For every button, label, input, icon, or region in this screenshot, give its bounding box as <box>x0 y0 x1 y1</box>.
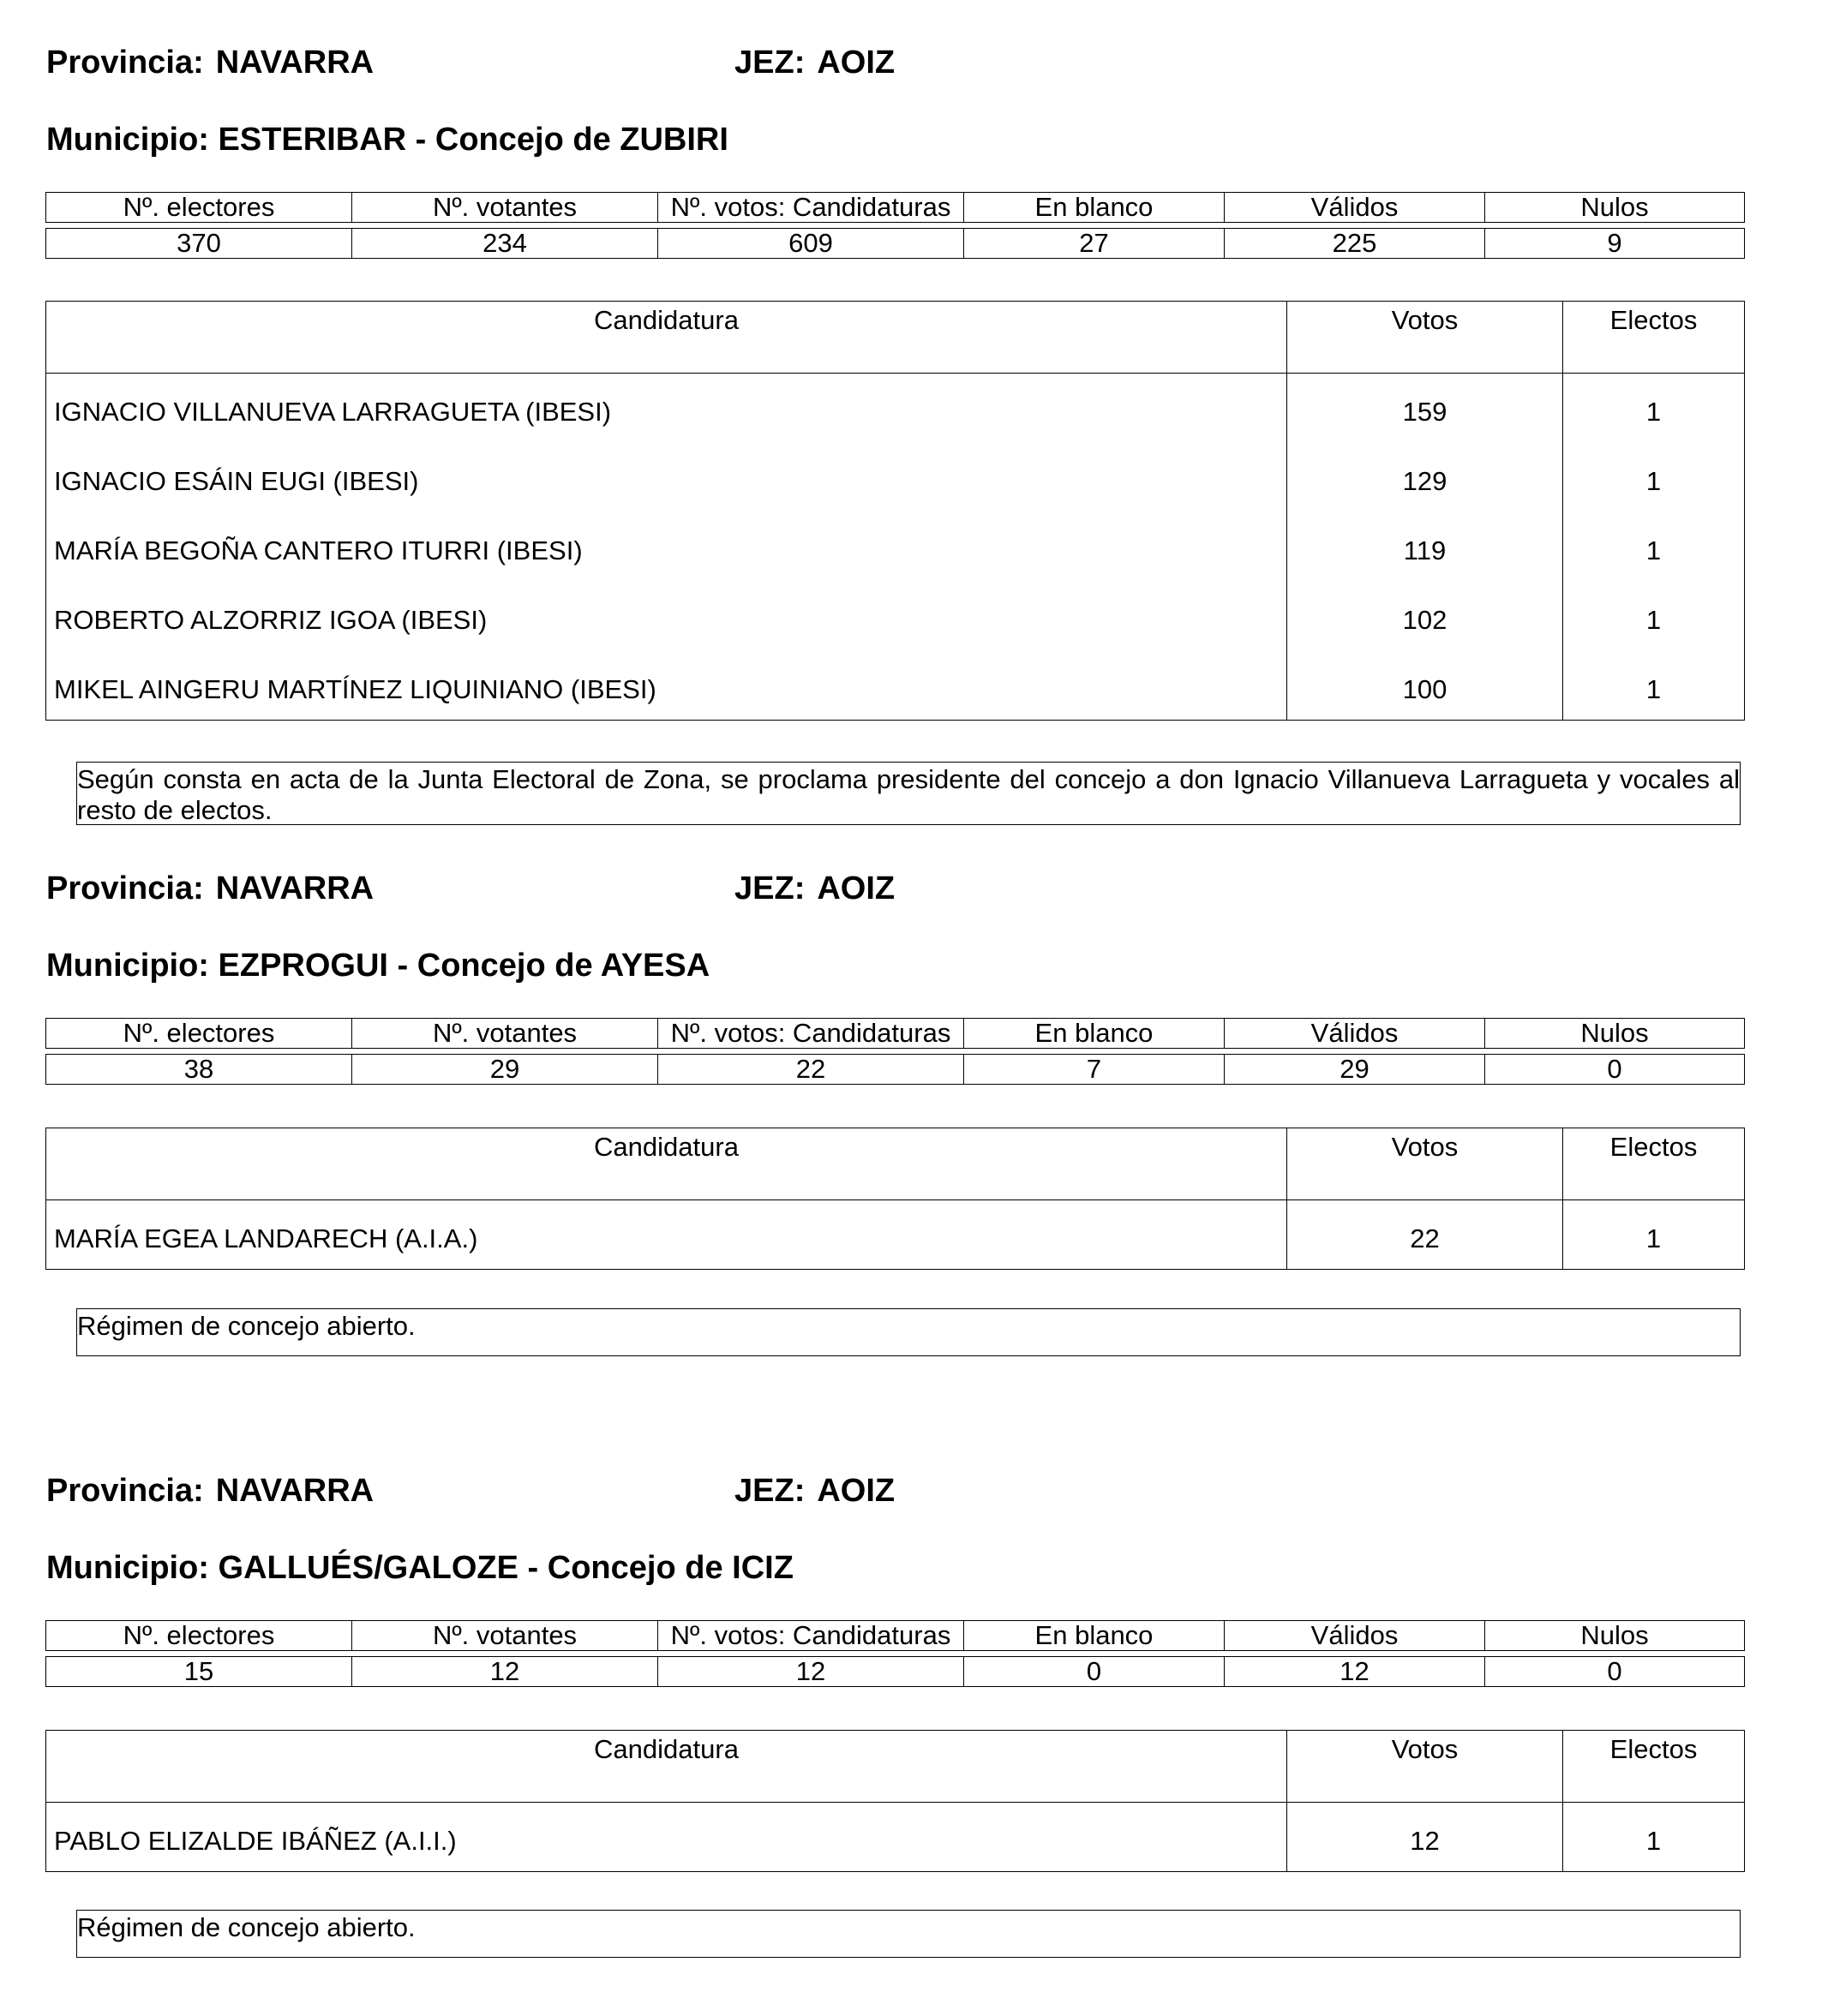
stats-header-validos: Válidos <box>1225 193 1485 223</box>
stats-header-votos-candidaturas: Nº. votos: Candidaturas <box>658 1621 964 1651</box>
stats-value-votantes: 12 <box>352 1657 658 1687</box>
candidate-electos: 1 <box>1563 582 1745 651</box>
stats-table <box>45 1620 1745 1687</box>
stats-value-en-blanco: 27 <box>964 229 1225 259</box>
candidates-table <box>45 1730 1745 1872</box>
votos-header: Votos <box>1287 1731 1563 1803</box>
stats-value-validos: 225 <box>1225 229 1485 259</box>
stats-value-en-blanco: 7 <box>964 1055 1225 1085</box>
municipio-heading: Municipio: GALLUÉS/GALOZE - Concejo de ICIZ <box>46 1550 794 1586</box>
candidate-row <box>46 1200 1745 1270</box>
stats-header-votos-candidaturas: Nº. votos: Candidaturas <box>658 1019 964 1049</box>
candidate-electos: 1 <box>1563 443 1745 512</box>
section-note: Según consta en acta de la Junta Electoral de Zona, se proclama presidente del concejo a don Ignacio Villanueva Larragueta y vocales al resto de electos. <box>76 762 1741 825</box>
stats-header-validos: Válidos <box>1225 1019 1485 1049</box>
candidatura-header: Candidatura <box>46 1731 1287 1803</box>
stats-header-nulos: Nulos <box>1485 1019 1745 1049</box>
stats-header-votantes: Nº. votantes <box>352 1019 658 1049</box>
provincia-heading: Provincia: NAVARRA <box>46 1473 375 1509</box>
candidate-votos: 100 <box>1287 651 1563 721</box>
candidate-name: MIKEL AINGERU MARTÍNEZ LIQUINIANO (IBESI) <box>46 651 1287 721</box>
candidate-electos: 1 <box>1563 1803 1745 1872</box>
stats-header-votantes: Nº. votantes <box>352 1621 658 1651</box>
candidate-name: PABLO ELIZALDE IBÁÑEZ (A.I.I.) <box>46 1803 1287 1872</box>
stats-header-nulos: Nulos <box>1485 1621 1745 1651</box>
candidate-electos: 1 <box>1563 512 1745 582</box>
candidate-votos: 102 <box>1287 582 1563 651</box>
stats-header-votos-candidaturas: Nº. votos: Candidaturas <box>658 193 964 223</box>
jez-heading: JEZ: AOIZ <box>734 1473 896 1509</box>
candidate-votos: 12 <box>1287 1803 1563 1872</box>
concejo-section-zubiri <box>0 45 1822 825</box>
stats-value-electores: 370 <box>46 229 352 259</box>
candidate-electos: 1 <box>1563 374 1745 443</box>
section-note: Régimen de concejo abierto. <box>76 1308 1741 1356</box>
stats-table <box>45 192 1745 259</box>
stats-value-votantes: 234 <box>352 229 658 259</box>
stats-header-en-blanco: En blanco <box>964 1019 1225 1049</box>
candidate-name: MARÍA BEGOÑA CANTERO ITURRI (IBESI) <box>46 512 1287 582</box>
stats-header-nulos: Nulos <box>1485 193 1745 223</box>
stats-header-votantes: Nº. votantes <box>352 193 658 223</box>
stats-value-en-blanco: 0 <box>964 1657 1225 1687</box>
votos-header: Votos <box>1287 302 1563 374</box>
municipio-heading: Municipio: ESTERIBAR - Concejo de ZUBIRI <box>46 122 728 158</box>
stats-value-nulos: 0 <box>1485 1657 1745 1687</box>
stats-value-votos-candidaturas: 12 <box>658 1657 964 1687</box>
candidate-name: IGNACIO VILLANUEVA LARRAGUETA (IBESI) <box>46 374 1287 443</box>
jez-heading: JEZ: AOIZ <box>734 870 896 906</box>
municipio-heading: Municipio: EZPROGUI - Concejo de AYESA <box>46 948 710 984</box>
stats-value-votantes: 29 <box>352 1055 658 1085</box>
stats-header-en-blanco: En blanco <box>964 193 1225 223</box>
candidate-votos: 129 <box>1287 443 1563 512</box>
candidates-table <box>45 301 1745 721</box>
candidate-name: IGNACIO ESÁIN EUGI (IBESI) <box>46 443 1287 512</box>
candidate-row <box>46 443 1745 512</box>
stats-table <box>45 1018 1745 1085</box>
candidate-row <box>46 512 1745 582</box>
candidatura-header: Candidatura <box>46 1128 1287 1200</box>
stats-value-validos: 12 <box>1225 1657 1485 1687</box>
stats-value-nulos: 0 <box>1485 1055 1745 1085</box>
candidate-row <box>46 582 1745 651</box>
stats-header-electores: Nº. electores <box>46 1621 352 1651</box>
candidate-name: ROBERTO ALZORRIZ IGOA (IBESI) <box>46 582 1287 651</box>
stats-value-nulos: 9 <box>1485 229 1745 259</box>
electos-header: Electos <box>1563 1128 1745 1200</box>
candidate-row <box>46 651 1745 721</box>
candidate-votos: 119 <box>1287 512 1563 582</box>
electos-header: Electos <box>1563 302 1745 374</box>
candidatura-header: Candidatura <box>46 302 1287 374</box>
concejo-section-ayesa <box>0 870 1822 1341</box>
candidate-row <box>46 1803 1745 1872</box>
votos-header: Votos <box>1287 1128 1563 1200</box>
section-note: Régimen de concejo abierto. <box>76 1910 1741 1958</box>
candidate-electos: 1 <box>1563 651 1745 721</box>
jez-heading: JEZ: AOIZ <box>734 45 896 81</box>
stats-header-electores: Nº. electores <box>46 1019 352 1049</box>
stats-value-electores: 38 <box>46 1055 352 1085</box>
candidate-row <box>46 374 1745 443</box>
electos-header: Electos <box>1563 1731 1745 1803</box>
provincia-heading: Provincia: NAVARRA <box>46 45 375 81</box>
stats-value-electores: 15 <box>46 1657 352 1687</box>
candidates-table <box>45 1128 1745 1270</box>
stats-header-en-blanco: En blanco <box>964 1621 1225 1651</box>
stats-header-validos: Válidos <box>1225 1621 1485 1651</box>
stats-value-validos: 29 <box>1225 1055 1485 1085</box>
candidate-name: MARÍA EGEA LANDARECH (A.I.A.) <box>46 1200 1287 1270</box>
stats-header-electores: Nº. electores <box>46 193 352 223</box>
candidate-electos: 1 <box>1563 1200 1745 1270</box>
provincia-heading: Provincia: NAVARRA <box>46 870 375 906</box>
candidate-votos: 159 <box>1287 374 1563 443</box>
stats-value-votos-candidaturas: 22 <box>658 1055 964 1085</box>
stats-value-votos-candidaturas: 609 <box>658 229 964 259</box>
candidate-votos: 22 <box>1287 1200 1563 1270</box>
